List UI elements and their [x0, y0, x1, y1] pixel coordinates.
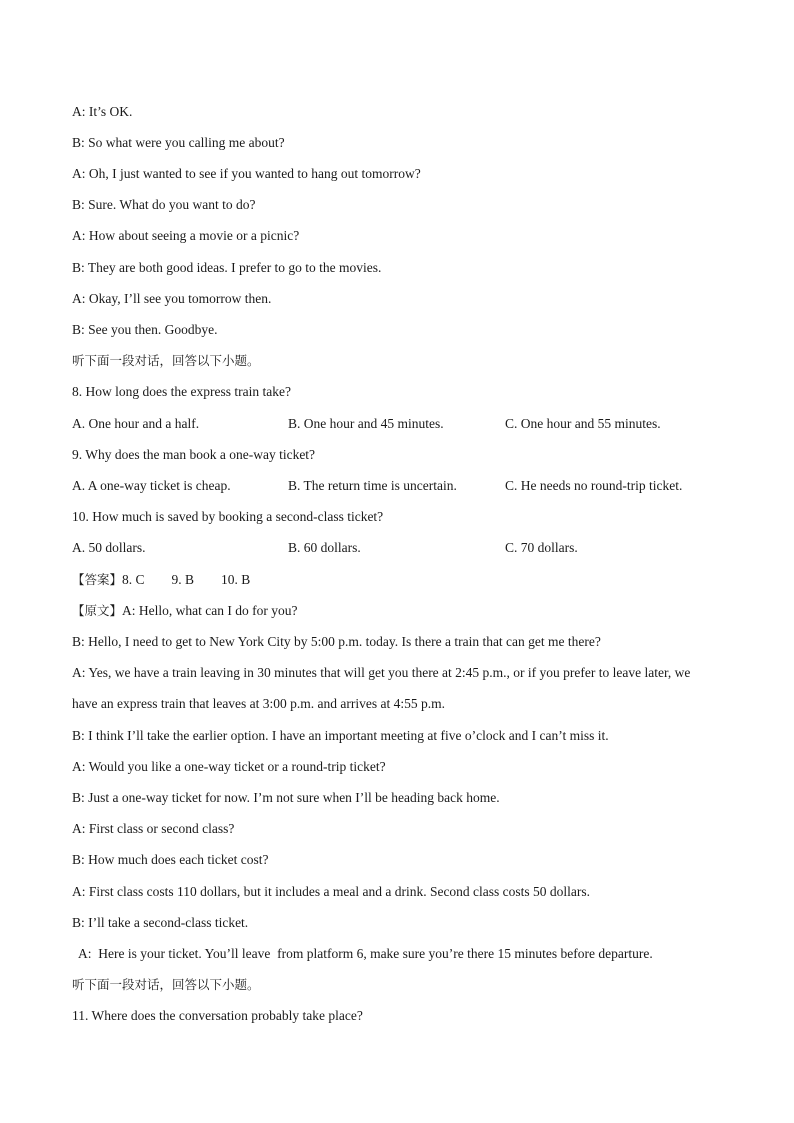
- question-8-option-c: C. One hour and 55 minutes.: [505, 416, 661, 431]
- transcript-line: A: Would you like a one-way ticket or a round-trip ticket?: [72, 759, 386, 774]
- dialogue-line: B: Sure. What do you want to do?: [72, 197, 256, 212]
- question-stem-9: 9. Why does the man book a one-way ticket?: [72, 447, 316, 462]
- transcript-line: B: How much does each ticket cost?: [72, 852, 269, 867]
- transcript-line: B: Just a one-way ticket for now. I’m not sure when I’ll be heading back home.: [72, 790, 500, 805]
- transcript-first-line: 【原文】A: Hello, what can I do for you?: [72, 603, 298, 618]
- question-stem-10: 10. How much is saved by booking a second-class ticket?: [72, 509, 384, 524]
- transcript-line: A: Here is your ticket. You’ll leave from platform 6, make sure you’re there 15 minutes before departure.: [72, 946, 653, 961]
- question-10-option-b: B. 60 dollars.: [288, 540, 361, 555]
- question-10-option-c: C. 70 dollars.: [505, 540, 578, 555]
- answer-text: 8. C 9. B 10. B: [122, 572, 251, 587]
- dialogue-line: B: So what were you calling me about?: [72, 135, 285, 150]
- dialogue-line: A: Okay, I’ll see you tomorrow then.: [72, 291, 272, 306]
- transcript-line: B: I’ll take a second-class ticket.: [72, 915, 249, 930]
- question-9-option-a: A. A one-way ticket is cheap.: [72, 478, 231, 493]
- transcript-line: A: First class costs 110 dollars, but it includes a meal and a drink. Second class costs 50 dollars.: [72, 884, 591, 899]
- answer-label: 【答案】: [72, 572, 123, 587]
- dialogue-line: A: How about seeing a movie or a picnic?: [72, 228, 300, 243]
- question-8-option-a: A. One hour and a half.: [72, 416, 200, 431]
- transcript-label: 【原文】: [72, 603, 123, 618]
- question-stem-8: 8. How long does the express train take?: [72, 384, 291, 399]
- dialogue-line: B: They are both good ideas. I prefer to go to the movies.: [72, 260, 382, 275]
- dialogue-line: A: It’s OK.: [72, 104, 133, 119]
- dialogue-line: A: Oh, I just wanted to see if you wanted to hang out tomorrow?: [72, 166, 421, 181]
- transcript-line: A: First class or second class?: [72, 821, 235, 836]
- question-8-option-b: B. One hour and 45 minutes.: [288, 416, 444, 431]
- dialogue-line: B: See you then. Goodbye.: [72, 322, 218, 337]
- transcript-line: B: I think I’ll take the earlier option. I have an important meeting at five o’clock and I can’t miss it.: [72, 728, 609, 743]
- question-9-option-b: B. The return time is uncertain.: [288, 478, 457, 493]
- answer-line: [72, 572, 250, 588]
- transcript-line: B: Hello, I need to get to New York City by 5:00 p.m. today. Is there a train that can get me there?: [72, 634, 601, 649]
- section-instruction: 听下面一段对话，回答以下小题。: [72, 977, 260, 992]
- section-instruction: 听下面一段对话，回答以下小题。: [72, 353, 260, 368]
- question-10-option-a: A. 50 dollars.: [72, 540, 146, 555]
- transcript-line: A: Yes, we have a train leaving in 30 minutes that will get you there at 2:45 p.m., or if you prefer to leave later, we: [72, 665, 691, 680]
- question-9-option-c: C. He needs no round-trip ticket.: [505, 478, 683, 493]
- transcript-line: have an express train that leaves at 3:00 p.m. and arrives at 4:55 p.m.: [72, 696, 446, 711]
- question-stem-11: 11. Where does the conversation probably take place?: [72, 1008, 363, 1023]
